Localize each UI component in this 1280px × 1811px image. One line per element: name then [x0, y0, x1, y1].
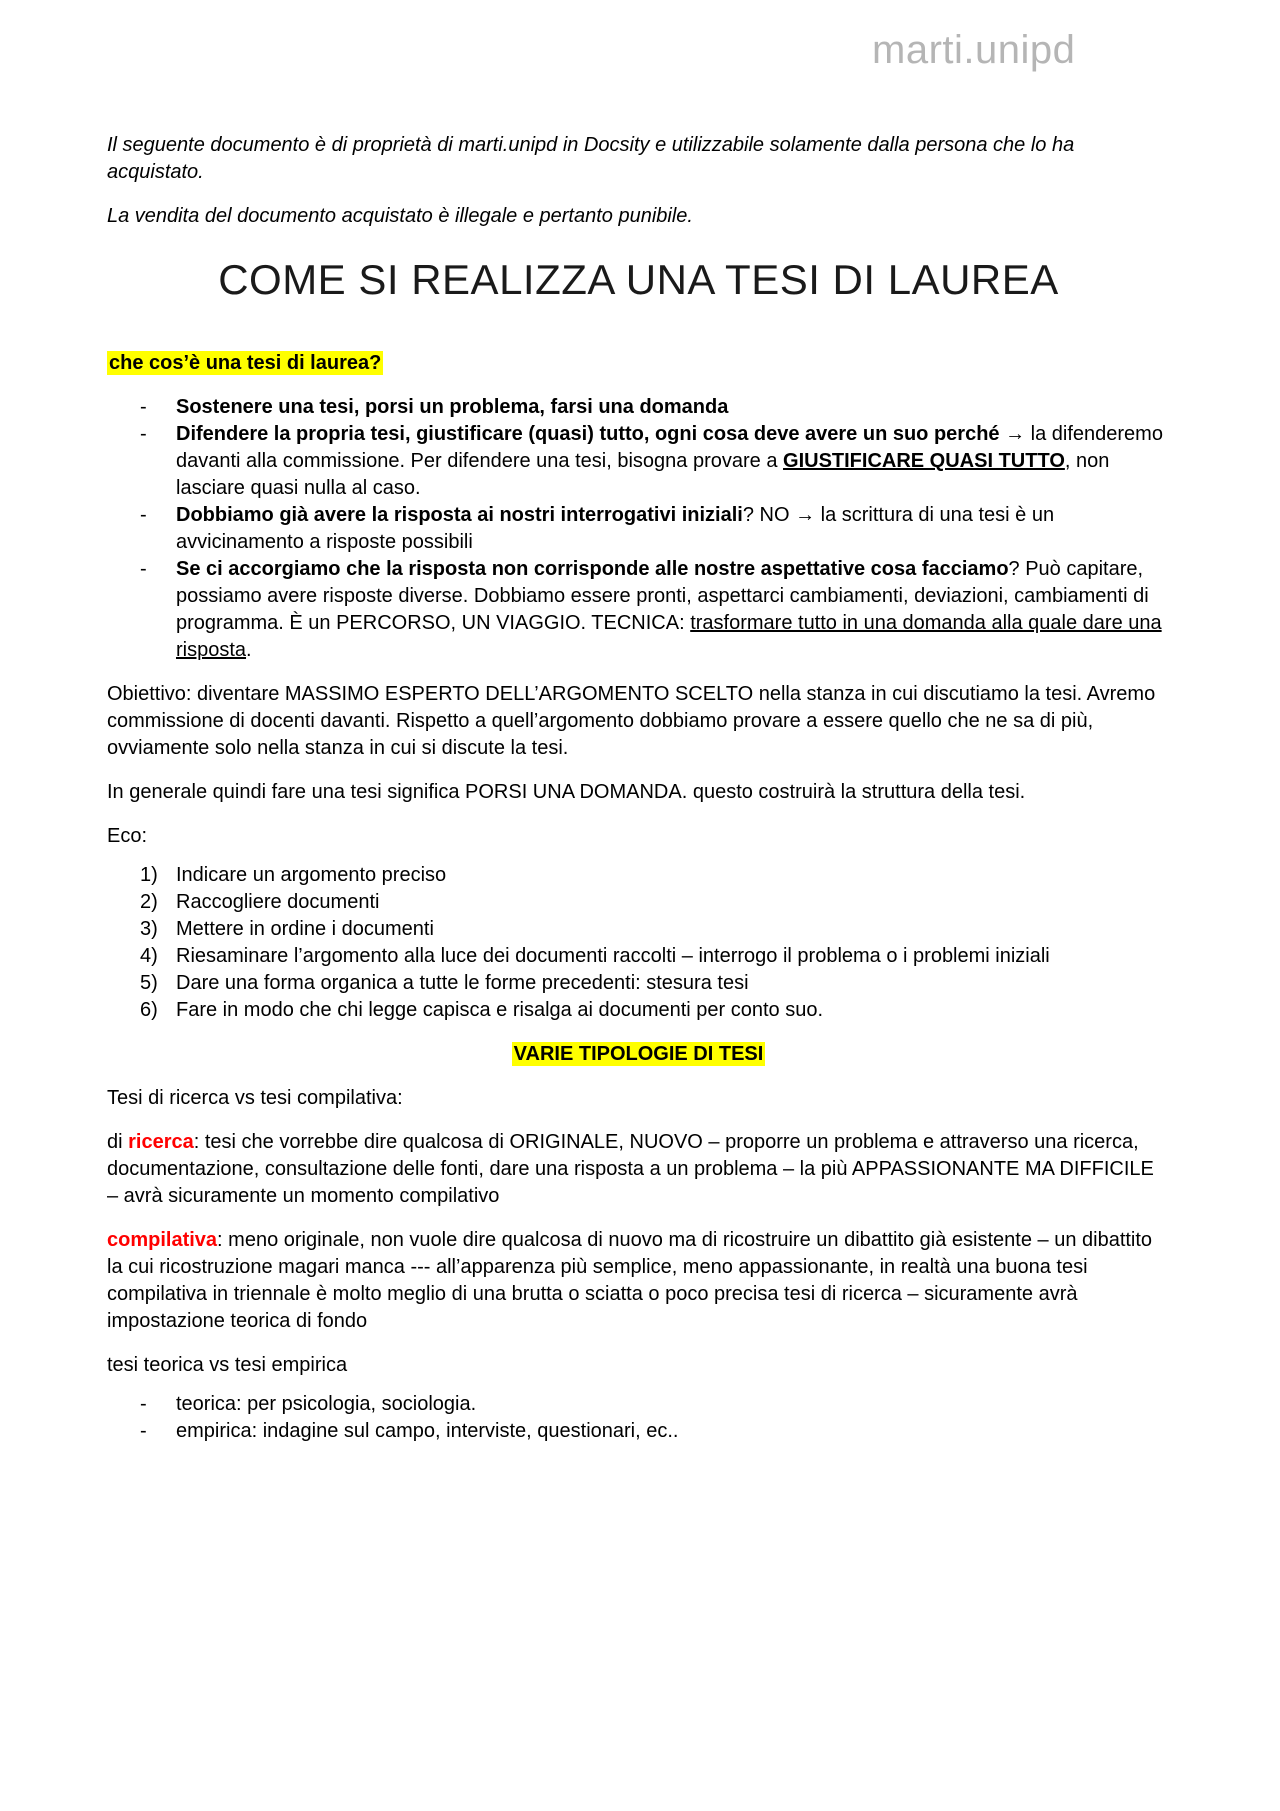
teorica-empirica-intro: tesi teorica vs tesi empirica [107, 1354, 348, 1376]
list-item-text: Raccogliere documenti [176, 891, 380, 913]
list-item-text: empirica: indagine sul campo, interviste, questionari, ec.. [176, 1420, 679, 1442]
section-heading-what-is-thesis [107, 350, 1170, 377]
list-item [107, 997, 1170, 1024]
highlighted-heading-text: che cos’è una tesi di laurea? [109, 352, 382, 374]
teorica-empirica-list [107, 1391, 1170, 1445]
list-item [107, 556, 1170, 664]
bullet-marker: - [140, 504, 147, 526]
general-statement-paragraph: In generale quindi fare una tesi significa PORSI UNA DOMANDA. questo costruirà la struttura della tesi. [107, 781, 1026, 803]
eco-label: Eco: [107, 825, 148, 847]
bullet-marker: - [140, 1420, 147, 1442]
list-item-text: Difendere la propria tesi, giustificare (quasi) tutto, ogni cosa deve avere un suo perché → la difenderemo davanti alla commissione. Per difendere una tesi, bisogna provare a GIUSTIFICARE QUASI TUTTO, non lasciare quasi nulla al caso. [176, 423, 1163, 499]
resale-notice: La vendita del documento acquistato è illegale e pertanto punibile. [107, 205, 693, 227]
list-item-text: Dobbiamo già avere la risposta ai nostri interrogativi iniziali? NO → la scrittura di una tesi è un avvicinamento a risposte possibili [176, 504, 1055, 553]
list-item-text: Sostenere una tesi, porsi un problema, farsi una domanda [176, 396, 729, 418]
ownership-notice: Il seguente documento è di proprietà di marti.unipd in Docsity e utilizzabile solamente dalla persona che lo ha acquistato. [107, 134, 1075, 183]
list-item [107, 1418, 1170, 1445]
list-item [107, 421, 1170, 502]
watermark: marti.unipd [872, 28, 1076, 72]
document-title: COME SI REALIZZA UNA TESI DI LAUREA [218, 256, 1059, 303]
what-is-thesis-list [107, 394, 1170, 664]
list-item [107, 502, 1170, 556]
list-item [107, 943, 1170, 970]
list-item [107, 889, 1170, 916]
bullet-marker: - [140, 396, 147, 418]
list-item-text: Indicare un argomento preciso [176, 864, 447, 886]
list-item-text: Mettere in ordine i documenti [176, 918, 434, 940]
list-item-text: Riesaminare l’argomento alla luce dei documenti raccolti – interrogo il problema o i problemi iniziali [176, 945, 1050, 967]
list-item-text: teorica: per psicologia, sociologia. [176, 1393, 477, 1415]
tipologie-intro: Tesi di ricerca vs tesi compilativa: [107, 1087, 403, 1109]
number-marker: 6) [140, 999, 158, 1021]
section-heading-tipologie [107, 1041, 1170, 1068]
number-marker: 3) [140, 918, 158, 940]
eco-steps-list [107, 862, 1170, 1024]
bullet-marker: - [140, 558, 147, 580]
number-marker: 4) [140, 945, 158, 967]
highlighted-heading-text: VARIE TIPOLOGIE DI TESI [513, 1043, 764, 1065]
number-marker: 2) [140, 891, 158, 913]
number-marker: 5) [140, 972, 158, 994]
objective-paragraph: Obiettivo: diventare MASSIMO ESPERTO DELL’ARGOMENTO SCELTO nella stanza in cui discutiamo la tesi. Avremo commissione di docenti davanti. Rispetto a quell’argomento dobbiamo provare a essere quello che ne sa di più, ovviamente solo nella stanza in cui si discute la tesi. [107, 683, 1156, 759]
bullet-marker: - [140, 1393, 147, 1415]
number-marker: 1) [140, 864, 158, 886]
compilativa-paragraph: compilativa: meno originale, non vuole dire qualcosa di nuovo ma di ricostruire un dibattito già esistente – un dibattito la cui ricostruzione magari manca --- all’apparenza più semplice, meno appassionante, in realtà una buona tesi compilativa in triennale è molto meglio di una brutta o sciatta o poco precisa tesi di ricerca – sicuramente avrà impostazione teorica di fondo [107, 1229, 1153, 1332]
list-item [107, 970, 1170, 997]
list-item [107, 862, 1170, 889]
ricerca-paragraph: di ricerca: tesi che vorrebbe dire qualcosa di ORIGINALE, NUOVO – proporre un problema e attraverso una ricerca, documentazione, consultazione delle fonti, dare una risposta a un problema – la più APPASSIONANTE MA DIFFICILE – avrà sicuramente un momento compilativo [107, 1131, 1154, 1207]
list-item-text: Fare in modo che chi legge capisca e risalga ai documenti per conto suo. [176, 999, 824, 1021]
list-item [107, 916, 1170, 943]
bullet-marker: - [140, 423, 147, 445]
list-item-text: Dare una forma organica a tutte le forme precedenti: stesura tesi [176, 972, 749, 994]
list-item [107, 394, 1170, 421]
list-item-text: Se ci accorgiamo che la risposta non corrisponde alle nostre aspettative cosa facciamo? Può capitare, possiamo avere risposte diverse. Dobbiamo essere pronti, aspettarci cambiamenti, deviazioni, cambiamenti di programma. È un PERCORSO, UN VIAGGIO. TECNICA: trasformare tutto in una domanda alla quale dare una risposta. [176, 558, 1162, 661]
list-item [107, 1391, 1170, 1418]
